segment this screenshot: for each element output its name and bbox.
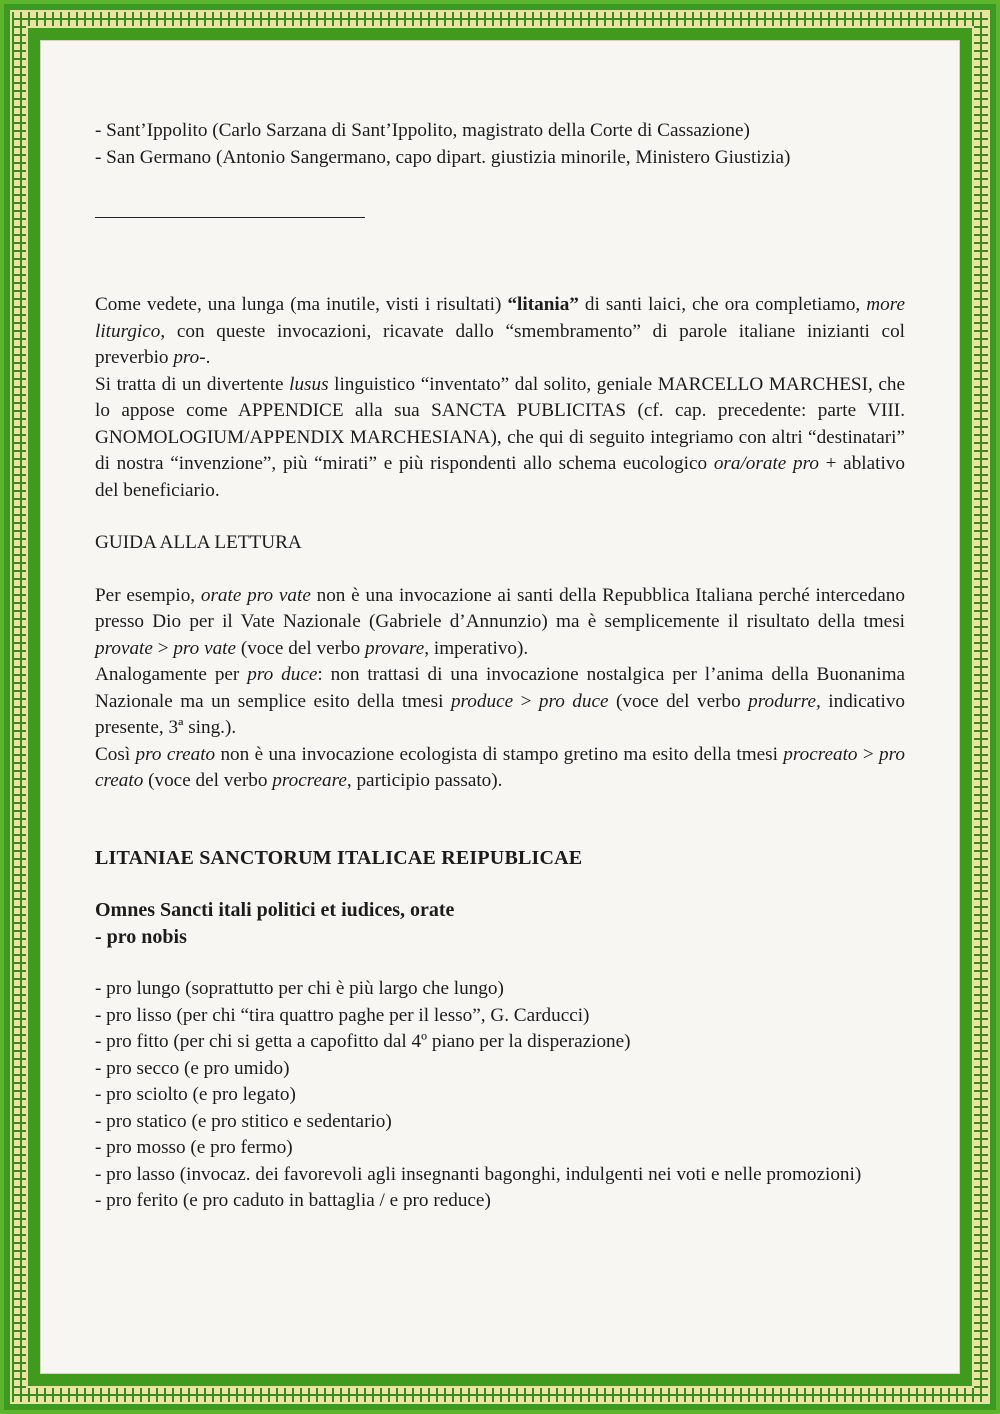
paragraph-example-creato: Così pro creato non è una invocazione ecologista di stampo gretino ma esito della tmesi procreato > pro creato (voce del verbo procreare, participio passato). (95, 743, 905, 791)
paragraph-example-vate: Per esempio, orate pro vate non è una invocazione ai santi della Repubblica Italiana perché intercedano presso Dio per il Vate Nazionale (Gabriele d’Annunzio) ma è semplicemente il risultato della tmesi provate > pro vate (voce del verbo provare, imperativo). (95, 584, 905, 659)
invocation-line: Omnes Sancti itali politici et iudices, orate (95, 899, 455, 921)
intro-list-item: - San Germano (Antonio Sangermano, capo dipart. giustizia minorile, Ministero Giustizia) (95, 146, 791, 168)
paragraph-lusus: Si tratta di un divertente lusus linguistico “inventato” dal solito, geniale MARCELLO MARCHESI, che lo appose come APPENDICE alla sua SANCTA PUBLICITAS (cf. cap. precedente: parte VIII. GNOMOLOGIUM/APPENDIX MARCHESIANA), che qui di seguito integriamo con altri “destinatari” di nostra “invenzione”, più “mirati” e più rispondenti allo schema eucologico ora/orate pro + ablativo del beneficiario. (95, 373, 905, 501)
litany-title: LITANIAE SANCTORUM ITALICAE REIPUBLICAE (95, 846, 583, 869)
litany-item: - pro statico (e pro stitico e sedentario) (95, 1110, 392, 1132)
litany-item: - pro mosso (e pro fermo) (95, 1137, 293, 1158)
litany-item: - pro secco (e pro umido) (95, 1057, 290, 1079)
intro-list-item: - Sant’Ippolito (Carlo Sarzana di Sant’Ippolito, magistrato della Corte di Cassazione) (95, 120, 750, 141)
litany-item: - pro lungo (soprattutto per chi è più largo che lungo) (95, 978, 504, 999)
guide-heading: GUIDA ALLA LETTURA (95, 532, 302, 553)
invocation-response: - pro nobis (95, 925, 187, 948)
litany-item: - pro fitto (per chi si getta a capofitto dal 4º piano per la disperazione) (95, 1031, 631, 1052)
document-body (95, 118, 905, 1215)
paragraph-example-duce: Analogamente per pro duce: non trattasi di una invocazione nostalgica per l’anima della Buonanima Nazionale ma un semplice esito della tmesi produce > pro duce (voce del verbo produrre, indicativo presente, 3ª sing.). (95, 664, 906, 738)
paragraph-intro: Come vedete, una lunga (ma inutile, visti i risultati) “litania” di santi laici, che ora completiamo, more liturgico, con queste invocazioni, ricavate dallo “smembramento” di parole italiane inizianti col preverbio pro-. (95, 294, 905, 368)
litany-item: - pro lisso (per chi “tira quattro paghe per il lesso”, G. Carducci) (95, 1004, 590, 1026)
litany-item: - pro sciolto (e pro legato) (95, 1084, 296, 1105)
litany-item: - pro lasso (invocaz. dei favorevoli agli insegnanti bagonghi, indulgenti nei voti e nelle promozioni) (95, 1163, 862, 1185)
litany-item: - pro ferito (e pro caduto in battaglia / e pro reduce) (95, 1190, 491, 1211)
